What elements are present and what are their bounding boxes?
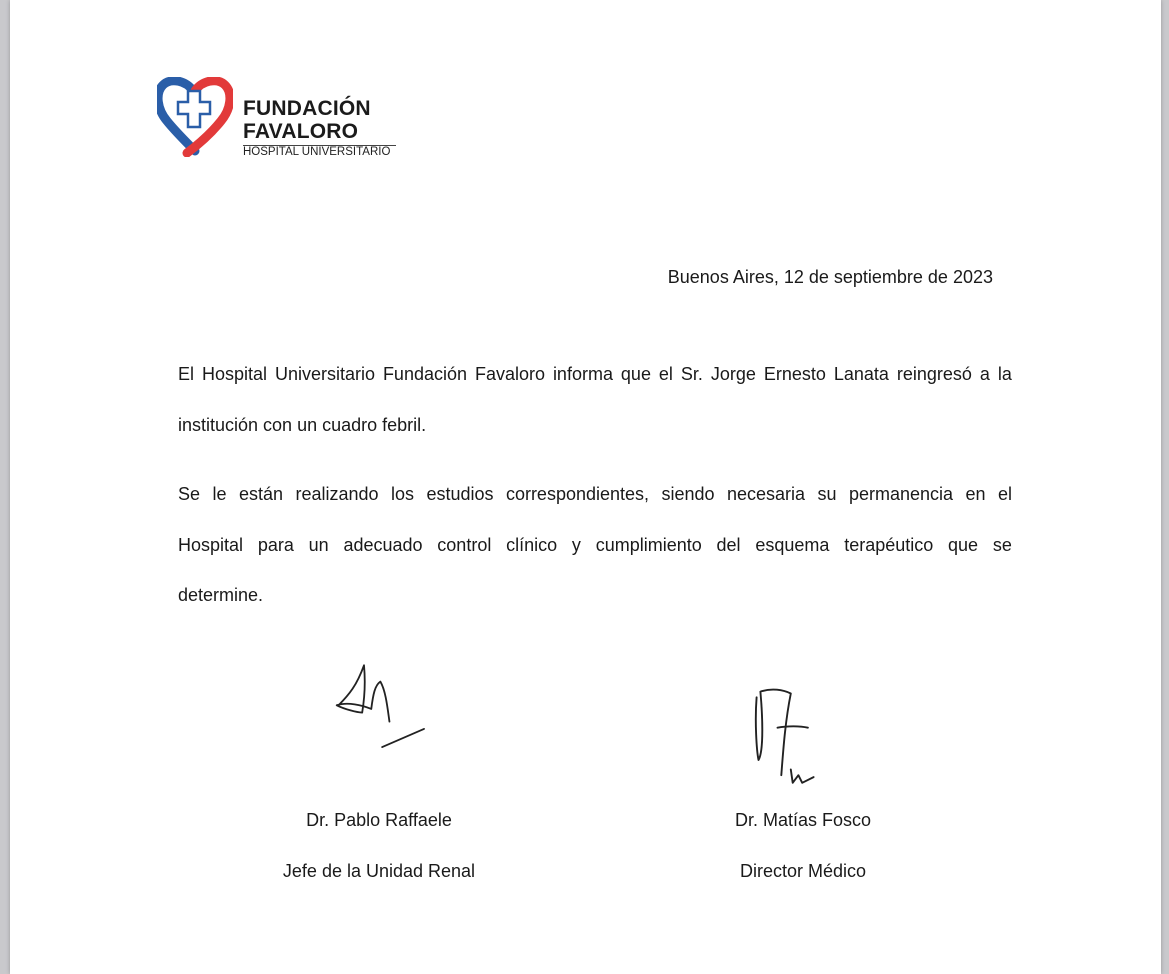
- paragraph-1-line-1-word: Universitario: [274, 364, 375, 384]
- handwritten-signature-1: [329, 658, 439, 758]
- signature-block-1: [219, 650, 519, 890]
- paragraph-2-line-1-word: realizando: [295, 484, 379, 504]
- paragraph-2-line-1-word: correspondientes,: [505, 484, 650, 504]
- signature-2-role: Director Médico: [739, 861, 867, 881]
- paragraph-1-line-1-word: El: [178, 364, 195, 384]
- paragraph-2-line-1-word: están: [238, 484, 283, 504]
- paragraph-2-line-2-word: cumplimiento: [595, 535, 702, 555]
- paragraph-2-line-2-word: se: [992, 535, 1012, 555]
- paragraph-2-line-2-word: clínico: [506, 535, 558, 555]
- paragraph-2-line-2-word: para: [257, 535, 294, 555]
- signature-1-role: Jefe de la Unidad Renal: [282, 861, 476, 881]
- paragraph-2-line-2-word: y: [571, 535, 581, 555]
- paragraph-1-line-1-word: Ernesto: [763, 364, 826, 384]
- paragraph-1-line-1-word: informa: [552, 364, 613, 384]
- paragraph-1-line-1-word: Sr.: [680, 364, 703, 384]
- paragraph-1-line-1-word: Jorge: [710, 364, 756, 384]
- paragraph-2-line-3: determine.: [178, 585, 264, 605]
- paragraph-2-line-1-word: le: [212, 484, 227, 504]
- paragraph-2-line-2: [178, 536, 1012, 554]
- paragraph-2-line-1-word: Se: [178, 484, 201, 504]
- paragraph-2-line-1-word: permanencia: [848, 484, 954, 504]
- logo-name-line2: FAVALORO: [243, 120, 359, 143]
- logo-name-line1: FUNDACIÓN: [243, 97, 371, 120]
- paragraph-2-line-1-word: necesaria: [726, 484, 806, 504]
- paragraph-1-line-1-word: Hospital: [201, 364, 267, 384]
- paragraph-2-line-2-word: del: [716, 535, 741, 555]
- document-page: [10, 0, 1161, 974]
- letterhead-logo: [157, 77, 402, 163]
- paragraph-2-line-2-word: adecuado: [343, 535, 423, 555]
- paragraph-2-line-2-word: control: [437, 535, 492, 555]
- paragraph-1-line-1-word: que: [620, 364, 651, 384]
- handwritten-signature-2: [749, 684, 825, 798]
- paragraph-2-line-2-word: terapéutico: [844, 535, 934, 555]
- paragraph-2-line-1-word: siendo: [661, 484, 715, 504]
- paragraph-1-line-1-word: Lanata: [833, 364, 889, 384]
- paragraph-1-line-1-word: reingresó: [896, 364, 972, 384]
- signature-2-name: Dr. Matías Fosco: [734, 810, 872, 830]
- paragraph-2-line-1: [178, 485, 1012, 503]
- signature-1-name: Dr. Pablo Raffaele: [306, 810, 452, 830]
- paragraph-2-line-1-word: en: [965, 484, 986, 504]
- signature-block-2: [643, 650, 943, 890]
- paragraph-2-line-1-word: los: [390, 484, 414, 504]
- paragraph-2-line-1-word: estudios: [426, 484, 494, 504]
- paragraph-1-line-2: institución con un cuadro febril.: [178, 415, 427, 435]
- paragraph-2-line-2-word: un: [308, 535, 329, 555]
- date-line: Buenos Aires, 12 de septiembre de 2023: [667, 267, 993, 287]
- paragraph-2-line-1-word: su: [817, 484, 837, 504]
- paragraph-1-line-1-word: Favaloro: [474, 364, 545, 384]
- paragraph-2-line-2-word: que: [948, 535, 979, 555]
- heart-cross-logo-icon: [157, 77, 233, 157]
- paragraph-1-line-1-word: Fundación: [382, 364, 467, 384]
- paragraph-2-line-2-word: Hospital: [178, 535, 244, 555]
- paragraph-2-line-1-word: el: [997, 484, 1012, 504]
- paragraph-2-line-2-word: esquema: [755, 535, 830, 555]
- paragraph-1-line-1-word: el: [658, 364, 673, 384]
- paragraph-1-line-1-word: la: [997, 364, 1012, 384]
- paragraph-1-line-1: [178, 365, 1012, 383]
- logo-subtitle: HOSPITAL UNIVERSITARIO: [243, 146, 391, 158]
- paragraph-1-line-1-word: a: [979, 364, 990, 384]
